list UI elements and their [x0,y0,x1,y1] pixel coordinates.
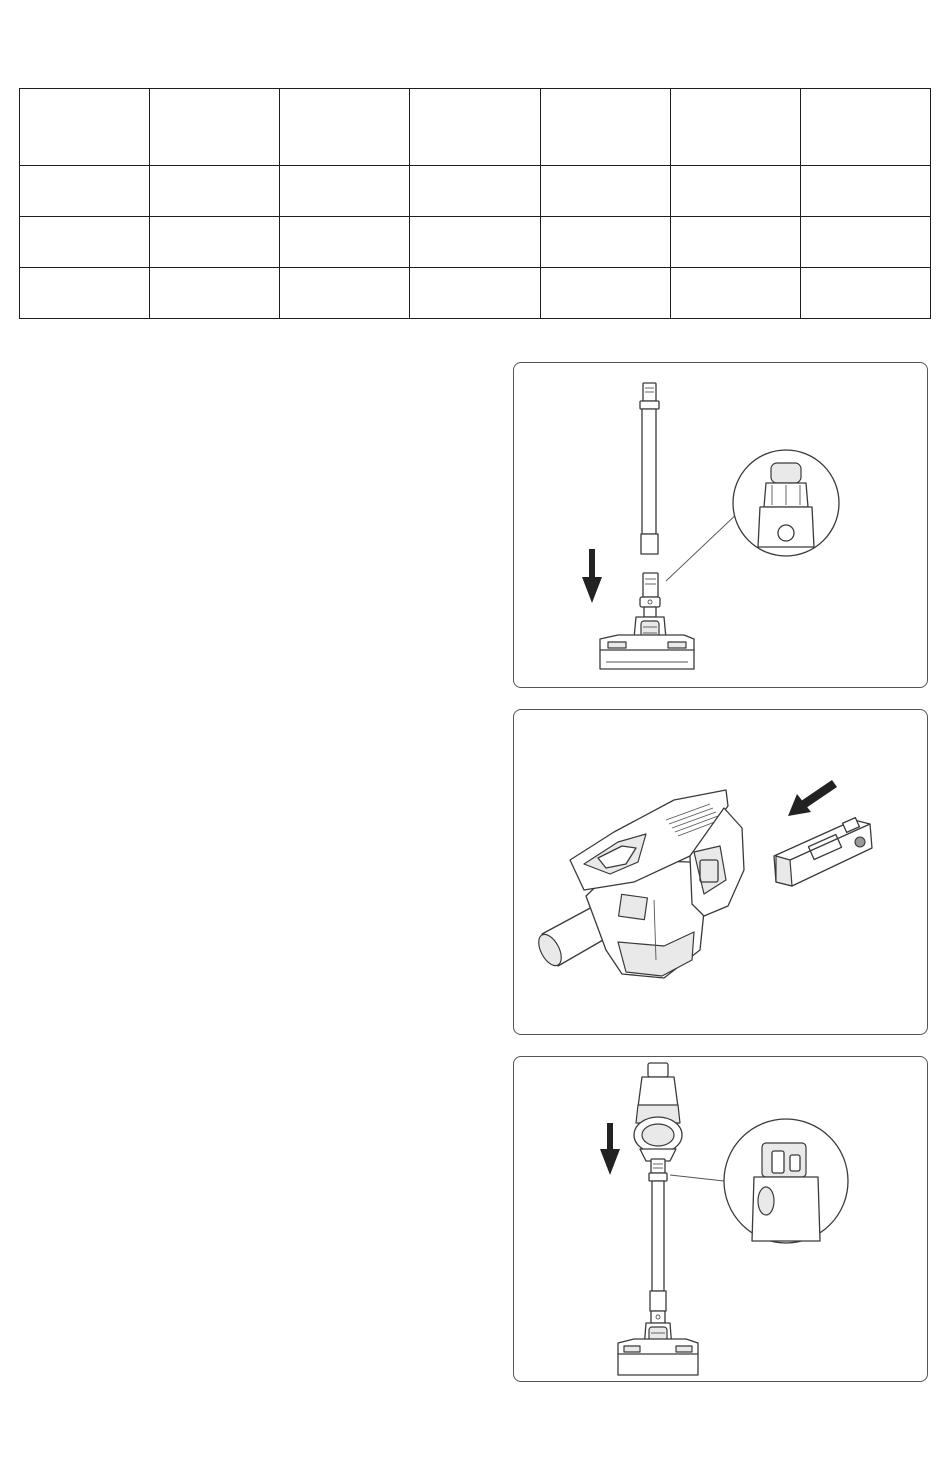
table-cell [800,166,930,217]
figure-insert-battery [513,709,928,1035]
table-row [20,268,931,319]
table-cell [280,89,410,166]
table-cell [670,89,800,166]
floor-brush-icon [600,573,694,669]
table-cell [540,166,670,217]
table-cell [150,268,280,319]
figure-attach-handheld [513,1056,928,1382]
down-arrow-icon [582,549,602,603]
table-cell [20,166,150,217]
insert-arrow-icon [788,780,837,816]
table-cell [800,217,930,268]
table-row [20,166,931,217]
table-row [20,89,931,166]
down-arrow-icon [600,1123,620,1175]
extension-tube-icon [649,1159,667,1311]
handheld-vacuum-icon [534,790,744,978]
table-cell [670,166,800,217]
table-cell [20,89,150,166]
handheld-vacuum-icon [634,1063,682,1161]
table-cell [20,268,150,319]
battery-pack-icon [774,818,872,886]
table-cell [540,89,670,166]
table-cell [20,217,150,268]
table-cell [410,268,540,319]
table-cell [150,217,280,268]
specification-table [19,88,931,319]
table-cell [150,166,280,217]
connector-detail-icon [733,450,839,556]
table-cell [410,166,540,217]
connector-detail-icon [724,1119,848,1243]
table-cell [540,217,670,268]
floor-brush-icon [618,1311,698,1375]
table-cell [410,89,540,166]
table-row [20,217,931,268]
table-cell [540,268,670,319]
table-cell [670,217,800,268]
table-cell [670,268,800,319]
table-cell [800,268,930,319]
table-cell [280,217,410,268]
table-cell [150,89,280,166]
table-cell [280,166,410,217]
extension-tube-icon [640,383,659,554]
table-cell [410,217,540,268]
table-cell [280,268,410,319]
table-cell [800,89,930,166]
figure-attach-tube [513,362,928,688]
